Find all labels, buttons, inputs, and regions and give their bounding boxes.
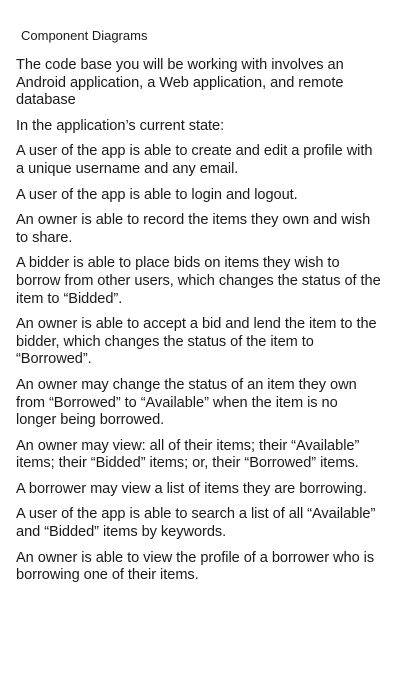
document-title: Component Diagrams [21, 28, 148, 43]
requirement-paragraph: A borrower may view a list of items they are borrowing. [16, 480, 367, 497]
intro-paragraph: The code base you will be working with involves an Android application, a Web application, and remote database [16, 57, 344, 109]
requirement-paragraph: An owner may change the status of an item they own from “Borrowed” to “Available” when the item is no longer being borrowed. [16, 376, 357, 429]
requirement-paragraph: A user of the app is able to login and logout. [16, 186, 298, 203]
requirement-paragraph: A user of the app is able to search a list of all “Available” and “Bidded” items by keywords. [16, 506, 376, 541]
requirement-paragraph: An owner is able to view the profile of a borrower who is borrowing one of their items. [16, 549, 375, 584]
requirement-paragraph: A user of the app is able to create and edit a profile with a unique username and any email. [16, 143, 373, 177]
requirement-paragraph: An owner may view: all of their items; their “Available” items; their “Bidded” items; or, their “Borrowed” items. [16, 437, 360, 472]
requirement-paragraph: An owner is able to record the items they own and wish to share. [16, 212, 371, 246]
state-heading: In the application’s current state: [16, 117, 225, 134]
requirement-paragraph: An owner is able to accept a bid and lend the item to the bidder, which changes the status of the item to “Borrowed”. [16, 316, 377, 368]
requirement-paragraph: A bidder is able to place bids on items they wish to borrow from other users, which changes the status of the item to “Bidded”. [16, 255, 381, 307]
